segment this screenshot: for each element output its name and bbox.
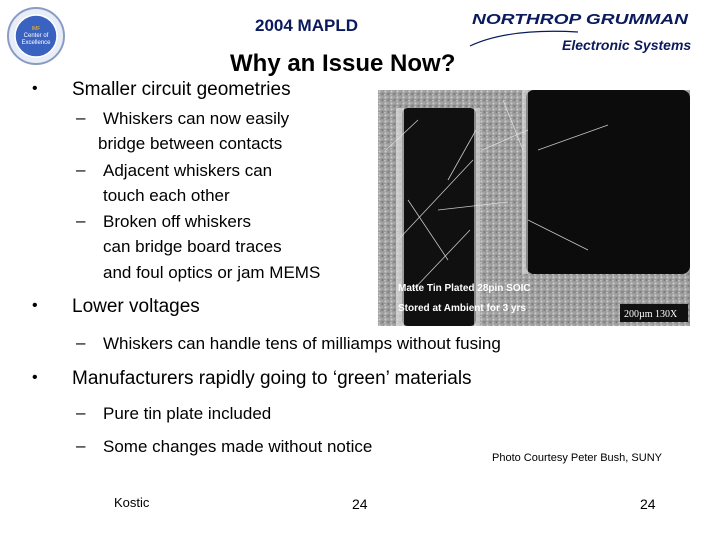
footer-author: Kostic [114, 495, 150, 510]
sub-3-2: Some changes made without notice [103, 437, 373, 456]
bullet-marker: • [32, 369, 38, 386]
svg-text:Center of: Center of [23, 33, 49, 39]
company-division: Electronic Systems [562, 37, 692, 53]
sub-2-1: Whiskers can handle tens of milliamps without fusing [103, 334, 501, 353]
svg-text:Excellence: Excellence [21, 40, 51, 46]
footer-page-center: 24 [352, 496, 368, 512]
bullet-marker: • [32, 297, 38, 314]
dash-marker: – [76, 108, 86, 127]
bullet-marker: • [32, 80, 38, 97]
northrop-grumman-logo [468, 10, 693, 58]
company-name: NORTHROP GRUMMAN [472, 11, 690, 28]
conference-label: 2004 MAPLD [255, 16, 358, 35]
sub-1-2-line-1: Adjacent whiskers can [103, 161, 273, 180]
sub-3-1: Pure tin plate included [103, 404, 272, 423]
bullet-2-text: Lower voltages [72, 296, 200, 317]
dash-marker: – [76, 403, 86, 422]
dash-marker: – [76, 160, 86, 179]
sub-1-2-line-2: touch each other [103, 186, 230, 205]
sub-1-3-line-1: Broken off whiskers [103, 212, 252, 231]
bullet-3-text: Manufacturers rapidly going to ‘green’ materials [72, 368, 472, 389]
photo-credit: Photo Courtesy Peter Bush, SUNY [492, 452, 662, 464]
sub-1-1-line-2: bridge between contacts [98, 134, 283, 153]
svg-text:IMF: IMF [31, 26, 41, 32]
sub-1-1-line-1: Whiskers can now easily [103, 109, 290, 128]
dash-marker: – [76, 436, 86, 455]
sub-1-3-line-3: and foul optics or jam MEMS [103, 263, 321, 282]
image-caption-line-2: Stored at Ambient for 3 yrs [398, 303, 526, 314]
footer-page-right: 24 [640, 496, 656, 512]
center-of-excellence-logo [6, 6, 66, 66]
sem-micrograph [378, 90, 690, 326]
image-scale-label: 200µm 130X [624, 309, 678, 320]
sub-1-3-line-2: can bridge board traces [103, 237, 282, 256]
slide-title: Why an Issue Now? [230, 50, 456, 77]
image-caption-line-1: Matte Tin Plated 28pin SOIC [398, 283, 531, 294]
bullet-1-text: Smaller circuit geometries [72, 79, 291, 100]
dash-marker: – [76, 211, 86, 230]
dash-marker: – [76, 333, 86, 352]
